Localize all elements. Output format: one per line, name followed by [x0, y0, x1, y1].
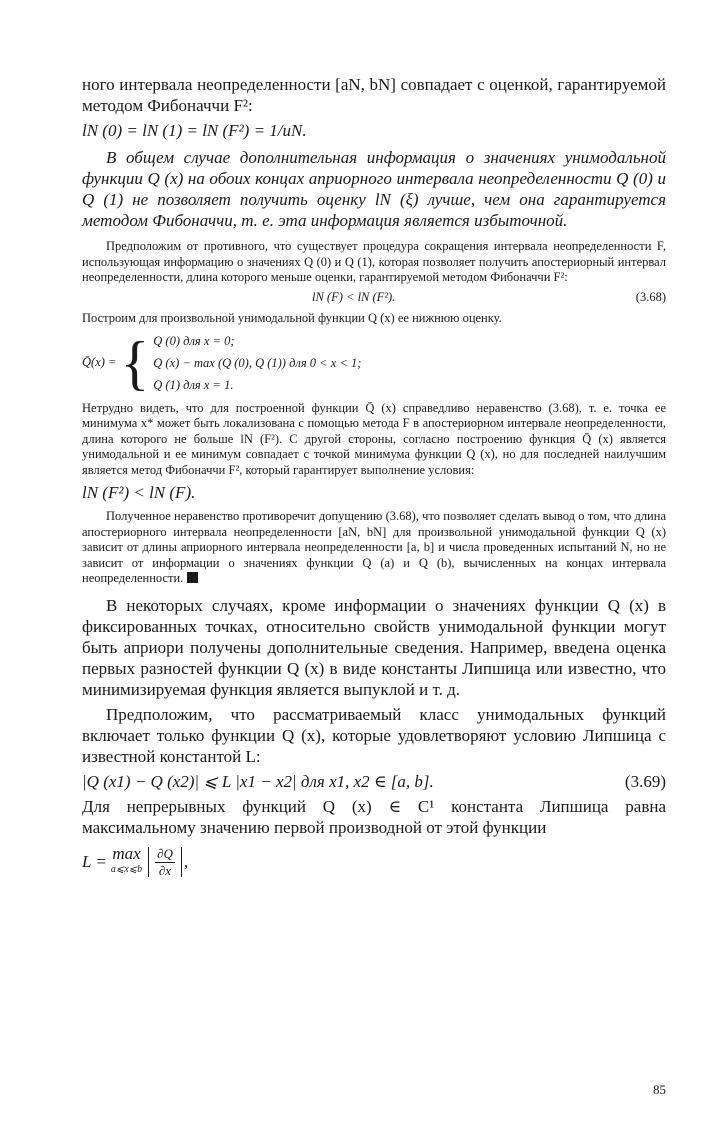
lemma-statement: В общем случае дополнительная информация о значениях унимодальной функции Q (x) на обоих концах априорного интервала неопределенности Q (0) и Q (1) не позволяет получить оценку lN (ξ) лучше, чем она гарантируется методом Фибоначчи, т. е. эта информация является избыточной.: [82, 148, 666, 230]
left-brace: {: [120, 329, 150, 396]
derivative-fraction: [155, 846, 175, 879]
proof-paragraph-1: Предположим от противного, что существует процедура сокращения интервала неопределенности F, использующая информацию о значениях Q (0) и Q (1), которая позволяет получить апостериорный интервал неопределенности, длина которого меньше оценки, гарантируемой методом Фибоначчи F²:: [82, 239, 666, 284]
proof-conclusion-text: Полученное неравенство противоречит допущению (3.68), что позволяет сделать вывод о том, что длина апостериорного интервала неопределенности [aN, bN] для произвольной унимодальной функции Q (x) зависит от длины априорного интервала неопределенности [a, b] и числа проведенных испытаний N, но не зависит от информации о значениях функции Q (a) и Q (b), вычисленных на концах интервала неопределенности.: [82, 509, 666, 585]
paragraph-lipschitz-class: Предположим, что рассматриваемый класс унимодальных функций включает только функции Q (x), которые удовлетворяют условию Липшица с известной константой L:: [82, 704, 666, 766]
equation-3-68: [82, 290, 666, 306]
equation-3-68-number: (3.68): [635, 289, 666, 304]
proof-paragraph-2: Построим для произвольной унимодальной функции Q (x) ее нижнюю оценку.: [82, 311, 502, 325]
fraction-numerator: ∂Q: [157, 845, 173, 861]
equation-fibonacci-bound: lN (0) = lN (1) = lN (F²) = 1/uN.: [82, 121, 307, 140]
piecewise-case-3: Q (1) для x = 1.: [153, 377, 234, 392]
piecewise-lhs: Q̄(x) =: [82, 355, 117, 369]
proof-paragraph-4: [82, 509, 666, 587]
piecewise-case-1: Q (0) для x = 0;: [153, 333, 235, 348]
abs-bar-right: [181, 847, 182, 877]
proof-paragraph-3: Нетрудно видеть, что для построенной функции Q̄ (x) справедливо неравенство (3.68), т. е. точка ее минимума x* может быть локализована с помощью метода F в апостериорном интервале неопределенности, длина которого не больше lN (F²). С другой стороны, согласно построению функция Q̄ (x) является унимодальной и ее минимум совпадает с точкой минимума функции Q (x), но для последней наилучшим является метод Фибоначчи F², который гарантирует выполнение условия:: [82, 400, 666, 477]
equation-lipschitz-max: [82, 846, 666, 879]
lmax-tail: ,: [183, 852, 189, 871]
equation-inequality: lN (F²) < lN (F).: [82, 483, 196, 502]
max-label: max: [112, 844, 141, 863]
equation-3-69-body: |Q (x1) − Q (x2)| ⩽ L |x1 − x2| для x1, x2 ∈ [a, b].: [82, 771, 434, 791]
equation-3-69-number: (3.69): [624, 771, 666, 791]
paragraph-additional-info: В некоторых случаях, кроме информации о значениях функции Q (x) в фиксированных точках, относительно свойств унимодальной функции могут быть априори получены дополнительные сведения. Например, введена оценка первых разностей функции Q (x) в виде константы Липшица или известно, что минимизируемая функция является выпуклой и т. д.: [82, 595, 666, 699]
paragraph-1: ного интервала неопределенности [aN, bN] совпадает с оценкой, гарантируемой методом Фибоначчи F²:: [82, 75, 666, 115]
lmax-lhs: L =: [82, 852, 107, 871]
piecewise-case-2: Q (x) − max (Q (0), Q (1)) для 0 < x < 1;: [153, 355, 362, 370]
piecewise-cases: [153, 330, 361, 396]
equation-3-69: [82, 771, 666, 792]
piecewise-definition: [82, 330, 666, 396]
page-content: [82, 74, 666, 879]
fraction-denominator: ∂x: [158, 862, 172, 878]
max-subscript: a⩽x⩽b: [110, 864, 143, 875]
abs-bar-left: [148, 847, 149, 877]
page-number: 85: [653, 1082, 666, 1097]
equation-3-68-body: lN (F) < lN (F²).: [312, 289, 396, 304]
paragraph-continuous-functions: Для непрерывных функций Q (x) ∈ C¹ константа Липшица равна максимальному значению первой производной от этой функции: [82, 796, 666, 837]
max-operator: [111, 846, 142, 878]
qed-square-icon: [187, 572, 198, 583]
